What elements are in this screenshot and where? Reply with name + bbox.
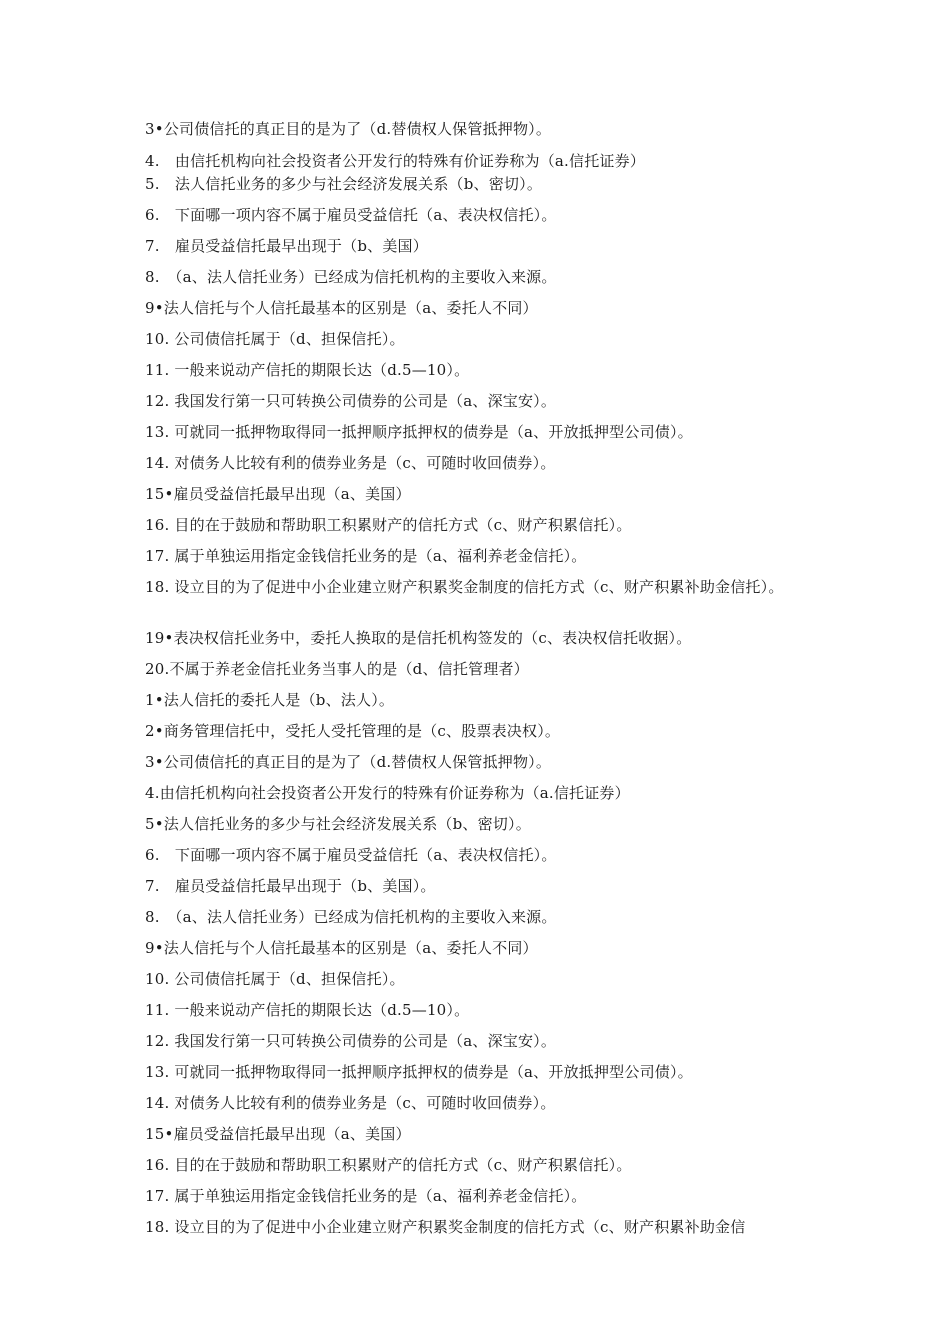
text-line: 15•雇员受益信托最早出现（a、美国） bbox=[145, 485, 411, 503]
text-line: 9•法人信托与个人信托最基本的区别是（a、委托人不同） bbox=[145, 299, 538, 317]
text-paragraph-wrapped: 18. 设立目的为了促进中小企业建立财产积累奖金制度的信托方式（c、财产积累补助金信托）。 bbox=[145, 578, 784, 596]
text-line: 12. 我国发行第一只可转换公司债券的公司是（a、深宝安）。 bbox=[145, 1032, 557, 1050]
text-line: 16. 目的在于鼓励和帮助职工积累财产的信托方式（c、财产积累信托）。 bbox=[145, 516, 632, 534]
text-line: 5. 法人信托业务的多少与社会经济发展关系（b、密切）。 bbox=[145, 175, 543, 193]
text-line: 6. 下面哪一项内容不属于雇员受益信托（a、表决权信托）。 bbox=[145, 206, 557, 224]
text-line: 11. 一般来说动产信托的期限长达（d.5—10）。 bbox=[145, 1001, 470, 1019]
text-line: 5•法人信托业务的多少与社会经济发展关系（b、密切）。 bbox=[145, 815, 531, 833]
text-line: 14. 对债务人比较有利的债券业务是（c、可随时收回债券）。 bbox=[145, 1094, 556, 1112]
text-line: 9•法人信托与个人信托最基本的区别是（a、委托人不同） bbox=[145, 939, 538, 957]
text-line: 18. 设立目的为了促进中小企业建立财产积累奖金制度的信托方式（c、财产积累补助金信 bbox=[145, 1218, 746, 1236]
text-line: 14. 对债务人比较有利的债券业务是（c、可随时收回债券）。 bbox=[145, 454, 556, 472]
text-line: 8. （a、法人信托业务）已经成为信托机构的主要收入来源。 bbox=[145, 908, 557, 926]
text-line: 17. 属于单独运用指定金钱信托业务的是（a、福利养老金信托）。 bbox=[145, 547, 587, 565]
text-line: 12. 我国发行第一只可转换公司债券的公司是（a、深宝安）。 bbox=[145, 392, 557, 410]
text-line: 6. 下面哪一项内容不属于雇员受益信托（a、表决权信托）。 bbox=[145, 846, 557, 864]
text-line: 16. 目的在于鼓励和帮助职工积累财产的信托方式（c、财产积累信托）。 bbox=[145, 1156, 632, 1174]
text-line: 8. （a、法人信托业务）已经成为信托机构的主要收入来源。 bbox=[145, 268, 557, 286]
text-line: 17. 属于单独运用指定金钱信托业务的是（a、福利养老金信托）。 bbox=[145, 1187, 587, 1205]
text-line: 11. 一般来说动产信托的期限长达（d.5—10）。 bbox=[145, 361, 470, 379]
text-line: 3•公司债信托的真正目的是为了（d.替债权人保管抵押物）。 bbox=[145, 120, 552, 138]
text-line: 1•法人信托的委托人是（b、法人）。 bbox=[145, 691, 395, 709]
text-line: 4. 由信托机构向社会投资者公开发行的特殊有价证券称为（a.信托证券） bbox=[145, 152, 646, 170]
text-line: 2•商务管理信托中，受托人受托管理的是（c、股票表决权）。 bbox=[145, 722, 561, 740]
text-line: 10. 公司债信托属于（d、担保信托）。 bbox=[145, 970, 405, 988]
text-line: 10. 公司债信托属于（d、担保信托）。 bbox=[145, 330, 405, 348]
text-line: 20.不属于养老金信托业务当事人的是（d、信托管理者） bbox=[145, 660, 529, 678]
text-line: 13. 可就同一抵押物取得同一抵押顺序抵押权的债券是（a、开放抵押型公司债）。 bbox=[145, 423, 693, 441]
text-line: 15•雇员受益信托最早出现（a、美国） bbox=[145, 1125, 411, 1143]
text-line: 19•表决权信托业务中，委托人换取的是信托机构签发的（c、表决权信托收据）。 bbox=[145, 629, 692, 647]
text-line: 7. 雇员受益信托最早出现于（b、美国） bbox=[145, 237, 428, 255]
text-line: 3•公司债信托的真正目的是为了（d.替债权人保管抵押物）。 bbox=[145, 753, 552, 771]
text-line: 7. 雇员受益信托最早出现于（b、美国）。 bbox=[145, 877, 436, 895]
text-line: 13. 可就同一抵押物取得同一抵押顺序抵押权的债券是（a、开放抵押型公司债）。 bbox=[145, 1063, 693, 1081]
text-line: 4.由信托机构向社会投资者公开发行的特殊有价证券称为（a.信托证券） bbox=[145, 784, 630, 802]
